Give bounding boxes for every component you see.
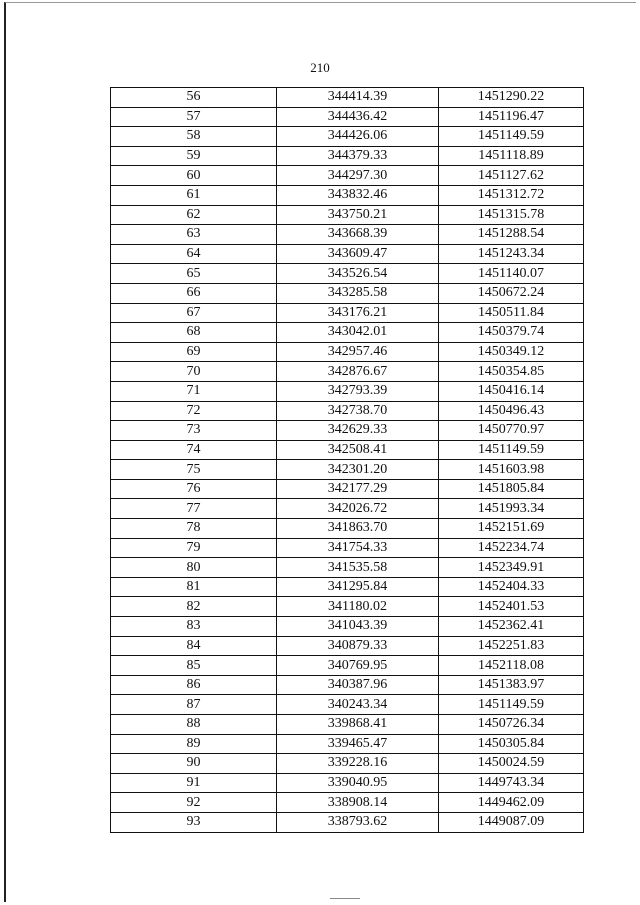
x-coordinate-cell: 339040.95 (277, 773, 439, 793)
y-coordinate-cell: 1450024.59 (439, 754, 584, 774)
point-number-cell: 68 (111, 323, 277, 343)
x-coordinate-cell: 344414.39 (277, 88, 439, 108)
table-row (111, 656, 584, 676)
x-coordinate-cell: 341180.02 (277, 597, 439, 617)
point-number-cell: 57 (111, 107, 277, 127)
y-coordinate-cell: 1451805.84 (439, 479, 584, 499)
x-coordinate-cell: 343176.21 (277, 303, 439, 323)
table-row (111, 597, 584, 617)
point-number-cell: 67 (111, 303, 277, 323)
table-row (111, 107, 584, 127)
x-coordinate-cell: 341295.84 (277, 577, 439, 597)
y-coordinate-cell: 1451288.54 (439, 225, 584, 245)
point-number-cell: 58 (111, 127, 277, 147)
x-coordinate-cell: 343042.01 (277, 323, 439, 343)
y-coordinate-cell: 1452349.91 (439, 558, 584, 578)
table-row (111, 127, 584, 147)
point-number-cell: 73 (111, 421, 277, 441)
table-row (111, 244, 584, 264)
point-number-cell: 78 (111, 519, 277, 539)
table-row (111, 88, 584, 108)
table-row (111, 734, 584, 754)
x-coordinate-cell: 339465.47 (277, 734, 439, 754)
table-row (111, 617, 584, 637)
x-coordinate-cell: 343832.46 (277, 185, 439, 205)
point-number-cell: 86 (111, 675, 277, 695)
point-number-cell: 79 (111, 538, 277, 558)
table-row (111, 715, 584, 735)
y-coordinate-cell: 1451290.22 (439, 88, 584, 108)
table-row (111, 225, 584, 245)
x-coordinate-cell: 338793.62 (277, 812, 439, 832)
y-coordinate-cell: 1450726.34 (439, 715, 584, 735)
page-bottom-mark (330, 898, 360, 899)
table-row (111, 754, 584, 774)
y-coordinate-cell: 1450672.24 (439, 283, 584, 303)
point-number-cell: 69 (111, 342, 277, 362)
y-coordinate-cell: 1452401.53 (439, 597, 584, 617)
table-row (111, 773, 584, 793)
point-number-cell: 89 (111, 734, 277, 754)
y-coordinate-cell: 1450416.14 (439, 381, 584, 401)
point-number-cell: 63 (111, 225, 277, 245)
x-coordinate-cell: 341043.39 (277, 617, 439, 637)
x-coordinate-cell: 344426.06 (277, 127, 439, 147)
point-number-cell: 59 (111, 146, 277, 166)
table-row (111, 323, 584, 343)
table-row (111, 440, 584, 460)
point-number-cell: 83 (111, 617, 277, 637)
x-coordinate-cell: 344379.33 (277, 146, 439, 166)
y-coordinate-cell: 1450511.84 (439, 303, 584, 323)
table-row (111, 381, 584, 401)
table-row (111, 205, 584, 225)
table-row (111, 342, 584, 362)
table-row (111, 303, 584, 323)
page-number: 210 (310, 60, 330, 75)
point-number-cell: 70 (111, 362, 277, 382)
coordinate-table (110, 87, 584, 833)
point-number-cell: 64 (111, 244, 277, 264)
point-number-cell: 66 (111, 283, 277, 303)
x-coordinate-cell: 342629.33 (277, 421, 439, 441)
point-number-cell: 84 (111, 636, 277, 656)
y-coordinate-cell: 1451149.59 (439, 127, 584, 147)
point-number-cell: 87 (111, 695, 277, 715)
table-row (111, 675, 584, 695)
point-number-cell: 77 (111, 499, 277, 519)
y-coordinate-cell: 1449462.09 (439, 793, 584, 813)
table-row (111, 695, 584, 715)
table-row (111, 283, 584, 303)
y-coordinate-cell: 1451118.89 (439, 146, 584, 166)
y-coordinate-cell: 1451149.59 (439, 695, 584, 715)
x-coordinate-cell: 342301.20 (277, 460, 439, 480)
point-number-cell: 82 (111, 597, 277, 617)
y-coordinate-cell: 1452151.69 (439, 519, 584, 539)
point-number-cell: 90 (111, 754, 277, 774)
point-number-cell: 61 (111, 185, 277, 205)
table-row (111, 479, 584, 499)
point-number-cell: 80 (111, 558, 277, 578)
y-coordinate-cell: 1450349.12 (439, 342, 584, 362)
table-row (111, 519, 584, 539)
x-coordinate-cell: 342177.29 (277, 479, 439, 499)
x-coordinate-cell: 342957.46 (277, 342, 439, 362)
x-coordinate-cell: 342876.67 (277, 362, 439, 382)
y-coordinate-cell: 1451315.78 (439, 205, 584, 225)
y-coordinate-cell: 1451603.98 (439, 460, 584, 480)
x-coordinate-cell: 340879.33 (277, 636, 439, 656)
y-coordinate-cell: 1451243.34 (439, 244, 584, 264)
y-coordinate-cell: 1450305.84 (439, 734, 584, 754)
y-coordinate-cell: 1449743.34 (439, 773, 584, 793)
y-coordinate-cell: 1451312.72 (439, 185, 584, 205)
table-row (111, 264, 584, 284)
point-number-cell: 92 (111, 793, 277, 813)
coordinate-table-body (111, 88, 584, 833)
x-coordinate-cell: 342508.41 (277, 440, 439, 460)
point-number-cell: 93 (111, 812, 277, 832)
table-row (111, 577, 584, 597)
y-coordinate-cell: 1451149.59 (439, 440, 584, 460)
point-number-cell: 91 (111, 773, 277, 793)
point-number-cell: 74 (111, 440, 277, 460)
point-number-cell: 56 (111, 88, 277, 108)
point-number-cell: 60 (111, 166, 277, 186)
point-number-cell: 81 (111, 577, 277, 597)
point-number-cell: 76 (111, 479, 277, 499)
x-coordinate-cell: 338908.14 (277, 793, 439, 813)
y-coordinate-cell: 1452118.08 (439, 656, 584, 676)
x-coordinate-cell: 339868.41 (277, 715, 439, 735)
x-coordinate-cell: 343668.39 (277, 225, 439, 245)
x-coordinate-cell: 340243.34 (277, 695, 439, 715)
x-coordinate-cell: 343285.58 (277, 283, 439, 303)
table-row (111, 793, 584, 813)
table-row (111, 362, 584, 382)
x-coordinate-cell: 344297.30 (277, 166, 439, 186)
point-number-cell: 88 (111, 715, 277, 735)
point-number-cell: 62 (111, 205, 277, 225)
point-number-cell: 71 (111, 381, 277, 401)
x-coordinate-cell: 343526.54 (277, 264, 439, 284)
table-row (111, 636, 584, 656)
x-coordinate-cell: 341535.58 (277, 558, 439, 578)
table-row (111, 185, 584, 205)
y-coordinate-cell: 1450354.85 (439, 362, 584, 382)
y-coordinate-cell: 1450496.43 (439, 401, 584, 421)
x-coordinate-cell: 343750.21 (277, 205, 439, 225)
y-coordinate-cell: 1450379.74 (439, 323, 584, 343)
y-coordinate-cell: 1451383.97 (439, 675, 584, 695)
x-coordinate-cell: 343609.47 (277, 244, 439, 264)
table-row (111, 421, 584, 441)
x-coordinate-cell: 340769.95 (277, 656, 439, 676)
x-coordinate-cell: 340387.96 (277, 675, 439, 695)
point-number-cell: 65 (111, 264, 277, 284)
y-coordinate-cell: 1450770.97 (439, 421, 584, 441)
y-coordinate-cell: 1451127.62 (439, 166, 584, 186)
table-row (111, 812, 584, 832)
table-row (111, 499, 584, 519)
table-row (111, 401, 584, 421)
y-coordinate-cell: 1452234.74 (439, 538, 584, 558)
y-coordinate-cell: 1451140.07 (439, 264, 584, 284)
y-coordinate-cell: 1451993.34 (439, 499, 584, 519)
x-coordinate-cell: 344436.42 (277, 107, 439, 127)
table-row (111, 166, 584, 186)
y-coordinate-cell: 1452404.33 (439, 577, 584, 597)
table-row (111, 538, 584, 558)
table-row (111, 558, 584, 578)
x-coordinate-cell: 339228.16 (277, 754, 439, 774)
x-coordinate-cell: 342738.70 (277, 401, 439, 421)
point-number-cell: 85 (111, 656, 277, 676)
x-coordinate-cell: 341863.70 (277, 519, 439, 539)
x-coordinate-cell: 342026.72 (277, 499, 439, 519)
y-coordinate-cell: 1449087.09 (439, 812, 584, 832)
x-coordinate-cell: 341754.33 (277, 538, 439, 558)
x-coordinate-cell: 342793.39 (277, 381, 439, 401)
point-number-cell: 75 (111, 460, 277, 480)
y-coordinate-cell: 1451196.47 (439, 107, 584, 127)
y-coordinate-cell: 1452251.83 (439, 636, 584, 656)
y-coordinate-cell: 1452362.41 (439, 617, 584, 637)
table-row (111, 460, 584, 480)
table-row (111, 146, 584, 166)
point-number-cell: 72 (111, 401, 277, 421)
